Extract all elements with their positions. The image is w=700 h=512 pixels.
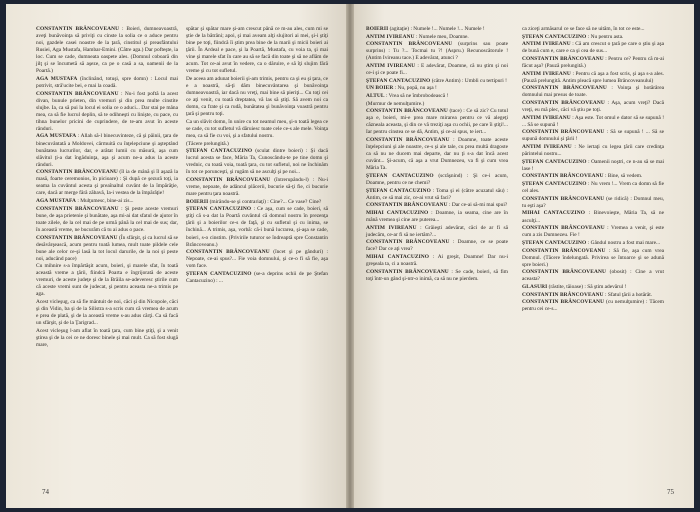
- dialogue-paragraph: [186, 141, 328, 148]
- dialogue-paragraph: [522, 225, 664, 239]
- dialogue-text: : Bine, să vedem.: [604, 173, 643, 180]
- dialogue-paragraph: [366, 26, 508, 33]
- right-page-column-1: [366, 26, 508, 283]
- speaker-name: ŞTEFAN CANTACUZINO: [186, 270, 252, 277]
- speaker-name: CONSTANTIN BRÂNCOVEANU: [366, 268, 449, 275]
- speaker-name: ŞTEFAN CANTACUZINO: [522, 239, 587, 246]
- speaker-name: CONSTANTIN BRÂNCOVEANU: [522, 269, 606, 276]
- dialogue-text: : Că am crescut o ţară pe care o ştiu şi aşa de bună cum e, care e ca şi cea de sus...: [522, 41, 664, 55]
- dialogue-text: Cu mihnire s-a împărtăşit acum, boieri, şi marele sfat, în toată această vreme a ţării, fiindcă Poarta e îngrijorată de aceste vremuri, de aceste judeţe şi de la Brăila se-adeveresc ştirile cum că aceste vremi sunt de judecat, şi pentru aceasta ne-a trimis pe aga.: [36, 263, 178, 298]
- speaker-name: CONSTANTIN BRÂNCOVEANU: [36, 26, 120, 32]
- dialogue-text: : Ai greşit, Doamne! Dar nu-i greşeala ta, ci a noastră.: [366, 253, 508, 267]
- speaker-name: CONSTANTIN BRÂNCOVEANU: [522, 195, 605, 202]
- dialogue-paragraph: [366, 188, 508, 202]
- speaker-name: CONSTANTIN BRÂNCOVEANU: [366, 41, 453, 48]
- dialogue-text: : Nu-i fost poftă la acest divan, bunule prieten, din vremuri şi din prea multe cinstite slujbe. Ia, ca să pui la locul ei solia ce o aduci... Dar stai pe mâna mea, ca să fie lucrul deplin, să te odihneşti cu linişte, cu pace, cu tihna bunelor pricini de cuprindere, de te-am avut în aceste rânduri.: [36, 90, 178, 132]
- speaker-name: ANTIM IVIREANU: [366, 63, 416, 70]
- dialogue-paragraph: [186, 249, 328, 270]
- dialogue-text: (se ridică) : Domnul meu, tu eşti aşa?: [522, 195, 664, 209]
- speaker-name: CONSTANTIN BRÂNCOVEANU: [522, 55, 604, 62]
- speaker-name: CONSTANTIN BRÂNCOVEANU: [36, 205, 119, 212]
- dialogue-paragraph: [186, 119, 328, 140]
- dialogue-paragraph: [366, 269, 508, 283]
- speaker-name: ŞTEFAN CANTACUZINO: [186, 148, 253, 155]
- speaker-name: ŞTEFAN CANTACUZINO: [186, 206, 252, 213]
- dialogue-text: ca ziceţi armăsarul ce se face să ne uităm, în tot ce este...: [522, 26, 645, 32]
- dialogue-paragraph: [522, 181, 664, 195]
- dialogue-paragraph: [522, 129, 664, 143]
- dialogue-paragraph: [522, 196, 664, 210]
- dialogue-paragraph: [186, 271, 328, 285]
- dialogue-text: (întrerupându-l) : Nu-i vreme, nepoate, de adâncul plăcerii, bucurie să-ţi fie, ci bucurie mare pentru ţara noastră.: [186, 176, 328, 198]
- speaker-name: MIHAI CANTACUZINO: [522, 210, 586, 217]
- speaker-name: BOIERII: [186, 198, 209, 205]
- dialogue-text: (răstite, tăioase) : Să ştim adevărul !: [548, 283, 627, 290]
- dialogue-text: (În sfârşit, şi ca lucrul să se desăvârşească, acum pentru toată lumea, mult toate pildele cele bune ale celor ce-şi lasă la tot locul darurile, de la noi şi peste noi, aducând pace): [36, 234, 178, 262]
- dialogue-text: (agitaţie) : Numele !... Numele !... Numele !: [389, 26, 485, 32]
- dialogue-text: : Aşa, acum vreţi? Dacă vreţi, eu mă plec, căci vă ştiu pe toţi.: [522, 100, 664, 114]
- dialogue-paragraph: [186, 177, 328, 198]
- dialogue-text: : Pentru că aşa a fost scris, şi aşa s-a ales. (Pauză prelungită. Antim pleacă spre lumea Brâncoveanului): [522, 70, 664, 84]
- dialogue-text: (se-a deprins ochii de pe Ştefan Cantacuzino) : ...: [186, 270, 328, 284]
- speaker-name: CONSTANTIN BRÂNCOVEANU: [522, 247, 606, 254]
- speaker-name: CONSTANTIN BRÂNCOVEANU: [186, 249, 270, 256]
- speaker-name: CONSTANTIN BRÂNCOVEANU: [36, 90, 119, 97]
- dialogue-paragraph: [36, 26, 178, 75]
- dialogue-text: : Nu vrem !... Vrem ca domn să fie cel ales.: [522, 181, 664, 195]
- speaker-name: CONSTANTIN BRÂNCOVEANU: [186, 176, 271, 183]
- dialogue-text: : Allah să-l binecuvinteze, că şi pâinii, ţara de binecuvântată a Moldovei, cârmuită cu înţelepciune şi aşteptând bunătatea lucrurilor, dar, e arătat lumii cu măsură, aşa cum slăvitul ţi-a dat îngăduinţa, aşa şi acum ne-a adus la aceste rânduri.: [36, 133, 178, 168]
- dialogue-text: : Toma şi ei (către acuzatul său) : Antim, ce să mai zic, ce-ai vrut să faci?: [366, 187, 508, 201]
- dialogue-paragraph: [366, 93, 508, 100]
- dialogue-text: (Murmur de nemulţumire.): [366, 100, 425, 107]
- left-page-number: 74: [42, 488, 49, 496]
- speaker-name: ANTIM IVIREANU: [522, 41, 571, 48]
- speaker-name: ANTIM IVIREANU: [366, 33, 415, 40]
- dialogue-paragraph: [522, 100, 664, 114]
- speaker-name: CONSTANTIN BRÂNCOVEANU: [366, 239, 450, 246]
- dialogue-text: De aceea am adunat boierii şi-am trimis, pentru ca şi eu şi ţara, ce e a noastră, să-ţi dăm binecuvântarea şi bunăvoinţa dumneavoastră, iar dacă nu vreţi, mai bine să pieriţi... Cu toţi cei ce aţi venit, cu toată dreptatea, vă las să ştiţi. Să avem noi ca domn, ca frate şi ca rudă, bunătatea şi bunăvoinţa voastră pentru ţară şi pentru toţi.: [186, 75, 328, 118]
- dialogue-paragraph: [522, 173, 664, 180]
- speaker-name: ŞTEFAN CANTACUZINO: [522, 158, 587, 165]
- speaker-name: CONSTANTIN BRÂNCOVEANU: [522, 100, 605, 107]
- dialogue-paragraph: [522, 210, 664, 224]
- dialogue-paragraph: [366, 225, 508, 239]
- dialogue-text: : Binevoieşte, Măria Ta, să ne asculţi...: [522, 210, 664, 224]
- dialogue-paragraph: [366, 34, 508, 41]
- dialogue-paragraph: [522, 144, 664, 158]
- dialogue-text: : Se cade, boieri, să fim toţi într-un gând şi-ntr-o inimă, ca să nu ne pierdem.: [366, 268, 508, 282]
- speaker-name: CONSTANTIN BRÂNCOVEANU: [36, 234, 118, 241]
- dialogue-paragraph: [36, 76, 178, 90]
- dialogue-paragraph: [366, 254, 508, 268]
- dialogue-paragraph: [522, 269, 664, 283]
- dialogue-text: : Vremea a venit, şi este cum a zis Dumnezeu. Fie !: [522, 225, 664, 239]
- speaker-name: ŞTEFAN CANTACUZINO: [522, 181, 587, 188]
- dialogue-text: : Să fie, aşa cum vrea Domnul. (Tăcere îndelungată. Privirea se întoarce şi se adună spre boieri.): [522, 247, 664, 268]
- dialogue-paragraph: [522, 115, 664, 129]
- dialogue-paragraph: [366, 63, 508, 77]
- speaker-name: CONSTANTIN BRÂNCOVEANU: [366, 137, 450, 144]
- dialogue-text: spătar şi spătar mare şi-am crescut până ce m-au ales, cum mi se ştie de la bătrâni; apoi, şi mai aveam alţi slujitori ai mei, şi-i ştiţi bine pe toţi, fiindcă îi ştim prea bine de la marii şi micii boieri ai ţării. În Ardeal e pace, şi la Poartă, Mustafa, cu voia ta, şi mai vine şi marele sfat în care au să se facă din toate şi să ne aflăm de acum. Tot ce-ai avut în vedere, ca o dăruire, e să îţi slujim fără vreme şi cu tot sufletul.: [186, 26, 328, 75]
- dialogue-text: : Gândul nostru a fost mai mare...: [587, 239, 661, 246]
- dialogue-text: : Să se supună ! ... Să se supună domnului şi ţării !: [522, 129, 664, 143]
- dialogue-text: (către Antim) : Umbli cu tertipuri !: [431, 77, 507, 84]
- dialogue-text: (obosit) : Cine a vrut aceasta?: [522, 269, 664, 283]
- speaker-name: CONSTANTIN BRÂNCOVEANU: [522, 129, 605, 136]
- dialogue-paragraph: [522, 85, 664, 99]
- speaker-name: CONSTANTIN BRÂNCOVEANU: [36, 169, 118, 176]
- dialogue-text: : Ce aşa, cum se cade, boieri, să ştiţi că s-a dat la Poartă cuvântul că domnul nostru în prezenţa ţării şi a boierilor ce-s de faţă, şi cu sufletul şi cu inima, se închină... A trimis, aşa, vorbă: că-i bună lucrarea, şi-aşa se cade, boieri, s-o cinstim. (Privirile tuturor se îndreaptă spre Constantin Brâncoveanu.): [186, 206, 328, 248]
- dialogue-text: : Vrea să ne îmbrobodească !: [385, 92, 449, 99]
- dialogue-paragraph: [522, 26, 664, 33]
- dialogue-paragraph: [36, 263, 178, 298]
- dialogue-paragraph: [366, 85, 508, 92]
- right-page: [350, 4, 694, 508]
- dialogue-text: (cu nemulţumire) : Tăcem pentru cei ce-s...: [522, 299, 664, 313]
- speaker-name: CONSTANTIN BRÂNCOVEANU: [522, 85, 607, 92]
- dialogue-text: : Nu pentru asta.: [587, 33, 624, 40]
- dialogue-text: : Ne iertaţi cu legea ţării care credinţa părintelui nostru...: [522, 144, 665, 158]
- speaker-name: GLASURI: [522, 283, 548, 290]
- dialogue-paragraph: [366, 202, 508, 209]
- dialogue-paragraph: [36, 198, 178, 205]
- dialogue-text: : Doamne, ia seama, cine are în mână vremea şi cine are puterea...: [366, 209, 508, 223]
- dialogue-paragraph: [36, 328, 178, 349]
- dialogue-text: : Oamenii noştri, ce n-au să se mai lase !: [522, 158, 664, 172]
- dialogue-text: (mirându-se şi contrariaţi) : Cine?... Ce vase? Cine?: [209, 198, 322, 205]
- dialogue-paragraph: [522, 292, 664, 299]
- dialogue-paragraph: [366, 137, 508, 172]
- dialogue-text: Ca un slăvit domn, în unire cu tot neamul meu, şi-n toată legea ce se cade, cu tot sufletul vă dăruiesc toate cele ce-s ale mele. Voinţa mea, ca să fie cu voi, şi a sfatului nostru.: [186, 118, 328, 139]
- left-page-column-2: [186, 26, 328, 286]
- dialogue-paragraph: [366, 101, 508, 108]
- dialogue-text: Acest vicleşug l-am aflat în toată ţara, cum bine ştiţi, şi a venit ştirea şi de la cei ce ne doresc binele şi mai mult. Ca să fost slugă mare,: [36, 327, 178, 348]
- left-page-column-1: [36, 26, 178, 350]
- dialogue-paragraph: [186, 26, 328, 75]
- dialogue-text: : Boieri, dumneavoastră, aveţi bunăvoinţa să priviţi cu cinste la solia ce o aduce pentru noi, gazdele casei noastre de la ţară, cinstitul şi preasfântului Rusiei, Aga Mustafa, Hambar-Emini. (Către aga.) Dar pofteşte, ia loc. Cum se cade, dumneata oaspete ales. (Domnul coboară din jilţ şi se încumetă să aşeze, ca pe o casă a sa, oamenii de la Poartă.): [36, 26, 178, 75]
- dialogue-paragraph: [522, 240, 664, 247]
- left-page: [6, 4, 350, 508]
- speaker-name: CONSTANTIN BRÂNCOVEANU: [522, 291, 604, 298]
- dialogue-paragraph: [522, 248, 664, 269]
- dialogue-paragraph: [186, 148, 328, 176]
- dialogue-paragraph: [366, 108, 508, 136]
- dialogue-text: (înclinând, totuşi, spre domn) : Locul mai potrivit, stră'ucite bei, e mai la coadă.: [36, 75, 178, 89]
- dialogue-paragraph: [36, 235, 178, 263]
- dialogue-text: Acest vicleşug, ca să fie mântuit de noi, căci şi din Nicopole, căci şi din Vidin, ba şi de la Silistra s-a scris cum că vremea de acum e prea de plată, şi de la această vreme s-au adus cărţi. Ca să facă un sfârşit, şi de la Ţarigrad...: [36, 299, 178, 327]
- dialogue-text: : Numele meu, Doamne.: [415, 33, 469, 40]
- dialogue-text: : Nu, popă, nu aşa !: [394, 85, 437, 92]
- dialogue-text: : Pentru ce? Pentru că m-ai făcut aşa? (Pauză prelungită.): [522, 55, 664, 70]
- speaker-name: ANTIM IVIREANU: [522, 70, 571, 77]
- dialogue-paragraph: [522, 284, 664, 291]
- dialogue-text: : Grăieşti adevărat, căci de ar fi să judecăm, ce-ar fi să ne iertăm?...: [366, 224, 508, 238]
- dialogue-text: (tace) : Ce să zic? Cu totul aşa e, boieri, mi-e prea mare mirarea pentru ce vă alegeţi căzneala aceasta, şi din ce vă treziţi aşa cu ochii, pe care îi ştiţi!... Iar pentru cinstea ce se dă, Antim, şi ce-ai spus, te iert...: [366, 108, 508, 136]
- dialogue-text: (Tăcere prelungită.): [186, 140, 229, 147]
- speaker-name: ŞTEFAN CANTACUZINO: [366, 172, 434, 179]
- speaker-name: AGA MUSTAFA: [36, 75, 78, 82]
- dialogue-paragraph: [522, 34, 664, 41]
- right-page-column-2: [522, 26, 664, 314]
- speaker-name: CONSTANTIN BRÂNCOVEANU: [522, 173, 604, 180]
- dialogue-paragraph: [366, 41, 508, 62]
- dialogue-paragraph: [36, 91, 178, 133]
- speaker-name: UN BOIER: [366, 85, 394, 92]
- dialogue-paragraph: [186, 76, 328, 118]
- dialogue-paragraph: [366, 78, 508, 85]
- speaker-name: ALTUL: [366, 92, 385, 99]
- dialogue-text: (scrâşnind) : Şi ce-i acum, Doamne, pentru ce ne chemi?: [366, 172, 508, 186]
- dialogue-text: (surprins sau poate surprins) : Tu ?... Tocmai tu ?! (Aspru.) Recunoscătorule ! (Antim Ivireanu tace.) E adevărat, atunci ?: [366, 41, 508, 62]
- dialogue-text: (sculat dintre boieri) : Şi dacă lucrul acesta se face, Măria Ta, Cunoscându-te pe tine domn şi vrednic, cu toată voia, toată ţara, cu tot sufletul, noi ne închinăm în tot ce porunceşti, şi rugăm să ne asculţi şi pe noi...: [186, 148, 328, 176]
- speaker-name: ŞTEFAN CANTACUZINO: [522, 33, 587, 40]
- dialogue-text: (încet şi pe gânduri) : Nepoate, ce-ai spus?... Fie voia domnului, şi ce-o fi să fie, aşa vom face.: [186, 249, 328, 270]
- dialogue-paragraph: [522, 41, 664, 55]
- dialogue-paragraph: [366, 173, 508, 187]
- dialogue-paragraph: [36, 206, 178, 234]
- dialogue-text: : Doamne, ce se poate face? Dar ce aţi vrea?: [366, 239, 508, 253]
- dialogue-text: : Voinţa şi hotărârea domnului mai presus de toate.: [522, 85, 664, 99]
- speaker-name: AGA MUSTAFA: [36, 133, 77, 140]
- book-spread: [6, 4, 694, 508]
- speaker-name: CONSTANTIN BRÂNCOVEANU: [522, 299, 605, 306]
- dialogue-paragraph: [36, 169, 178, 197]
- dialogue-paragraph: [522, 71, 664, 85]
- dialogue-text: : Mulţumesc, bine-ai zis...: [77, 198, 134, 205]
- dialogue-paragraph: [366, 210, 508, 224]
- speaker-name: CONSTANTIN BRÂNCOVEANU: [366, 202, 448, 209]
- book-gutter: [346, 4, 354, 508]
- speaker-name: MIHAI CANTACUZINO: [366, 209, 429, 216]
- dialogue-text: : Şi peste aceste vremuri bune, de aşa prietenie şi bunătate, aşa mi-ai dat sfatul de ajutor în toate zilele, de la cel mai de pe urmă până la cel mai de sus; dar, în această vreme, ne bucurăm că tu ai adus o pace.: [36, 205, 178, 233]
- speaker-name: ŞTEFAN CANTACUZINO: [366, 187, 431, 194]
- dialogue-paragraph: [186, 199, 328, 206]
- speaker-name: CONSTANTIN BRÂNCOVEANU: [366, 108, 448, 115]
- dialogue-paragraph: [36, 299, 178, 327]
- dialogue-text: : Sfatul ţării a hotărât.: [604, 291, 653, 298]
- dialogue-text: : E adevărat, Doamne, că nu ştim şi noi ce-i şi ce poate fi...: [366, 63, 508, 77]
- speaker-name: ANTIM IVIREANU: [366, 224, 417, 231]
- dialogue-text: : Dar ce-ai să-mi mai spui?: [448, 202, 508, 209]
- speaker-name: BOIERII: [366, 26, 389, 32]
- dialogue-text: (îl ia de mână şi îl aşază la masă, foarte ceremonios, în picioare) : Şi după ce şezură toţi, ia seama la cuvântul acesta şi preaînaltul cuvânt de la împărăţie, care, dacă ar merge fără zăbavă, Ia-i vestea de la împărăţie!: [36, 169, 178, 197]
- speaker-name: ŞTEFAN CANTACUZINO: [366, 77, 431, 84]
- dialogue-paragraph: [522, 299, 664, 313]
- dialogue-paragraph: [186, 206, 328, 248]
- speaker-name: MIHAI CANTACUZINO: [366, 253, 430, 260]
- right-page-number: 75: [667, 488, 674, 496]
- speaker-name: ANTIM IVIREANU: [522, 114, 571, 121]
- speaker-name: CONSTANTIN BRÂNCOVEANU: [522, 225, 605, 232]
- dialogue-text: : Doamne, toate aceste înţelepciuni şi ale noastre, ce-s şi ale tale, cu prea multă dragoste ca să nu ne ducem mai departe, dar nu ţi s-a dat încă acest cuvânt... Şi-acum, că aşa a vrut Dumnezeu, va fi şi cum vrea Măria Ta.: [366, 137, 509, 172]
- dialogue-paragraph: [366, 239, 508, 253]
- speaker-name: ANTIM IVIREANU: [522, 144, 572, 151]
- dialogue-paragraph: [522, 56, 664, 70]
- dialogue-text: : Aşa este. Tot omul e dator să se supună ! ... Să se supună !: [522, 114, 664, 128]
- dialogue-paragraph: [36, 133, 178, 168]
- speaker-name: AGA MUSTAFA: [36, 198, 76, 205]
- dialogue-paragraph: [522, 159, 664, 173]
